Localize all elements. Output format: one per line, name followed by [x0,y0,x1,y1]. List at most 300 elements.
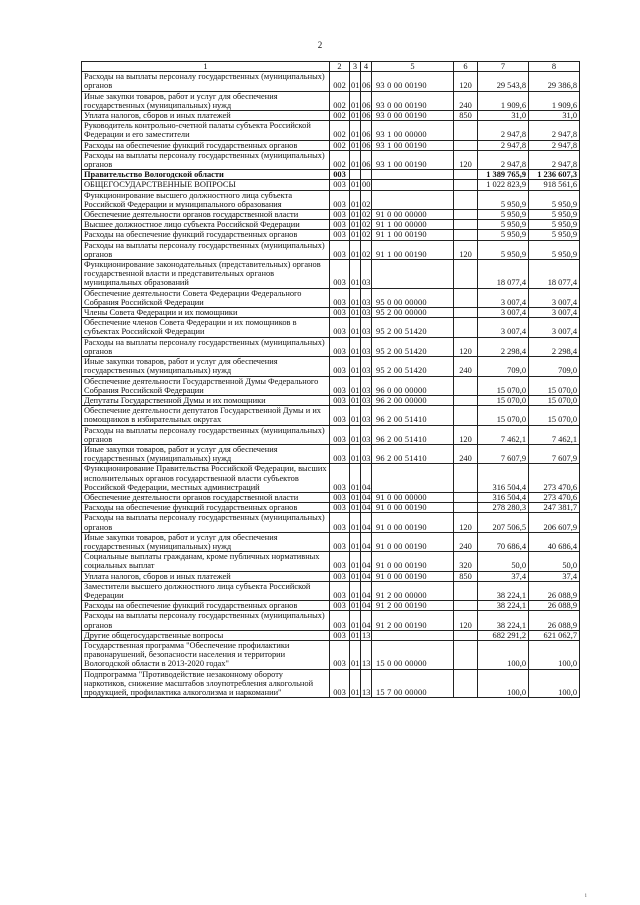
row-amount-year2: 2 947,8 [529,121,580,140]
table-row [82,91,580,110]
row-amount-year2: 206 607,9 [529,513,580,532]
row-amount-year1: 38 224,1 [478,611,529,630]
header-cell: 7 [478,62,529,72]
table-row [82,150,580,169]
row-amount-year2: 31,0 [529,111,580,121]
row-grbs-code: 003 [330,571,350,581]
table-row [82,318,580,337]
row-grbs-code: 002 [330,72,350,91]
row-amount-year2: 26 088,9 [529,601,580,611]
row-subsection-code: 03 [361,425,372,444]
row-expense-type [454,464,478,493]
row-amount-year1: 70 686,4 [478,532,529,551]
row-section-code: 01 [350,121,361,140]
row-amount-year2: 5 950,9 [529,210,580,220]
row-grbs-code: 003 [330,492,350,502]
row-amount-year2: 18 077,4 [529,260,580,289]
row-name: Заместители высшего должностного лица субъекта Российской Федерации [82,581,330,600]
row-section-code: 01 [350,72,361,91]
table-row [82,260,580,289]
row-grbs-code: 003 [330,190,350,209]
row-amount-year1: 682 291,2 [478,630,529,640]
row-amount-year1: 316 504,4 [478,464,529,493]
row-name: Функционирование законодательных (представительных) органов государственной власти и представительных органов муниципальных образований [82,260,330,289]
row-target-article: 91 0 00 00190 [372,552,454,571]
row-section-code: 01 [351,601,360,611]
row-name: Уплата налогов, сборов и иных платежей [82,111,330,121]
row-name: Обеспечение членов Совета Федерации и их помощников в субъектах Российской Федерации [82,318,330,337]
row-expense-type: 240 [454,357,478,376]
table-row [82,288,580,307]
row-amount-year2: 5 950,9 [529,220,580,230]
header-cell: 4 [361,62,372,72]
row-expense-type [454,288,478,307]
row-amount-year1: 207 506,5 [478,513,529,532]
row-subsection-code: 04 [362,503,371,513]
row-section-code: 01 [351,180,360,190]
row-expense-type [454,121,478,140]
row-amount-year1: 5 950,9 [478,210,529,220]
row-grbs-code: 003 [330,318,350,337]
table-row [82,669,580,698]
row-subsection-code: 03 [361,260,372,289]
row-grbs-code: 003 [330,376,350,395]
row-subsection-code: 04 [362,571,371,581]
row-name: Расходы на выплаты персоналу государственных (муниципальных) органов [82,150,330,169]
row-amount-year2: 100,0 [529,640,580,669]
row-grbs-code: 002 [330,111,350,121]
row-name: Обеспечение деятельности депутатов Государственной Думы и их помощников в избирательных округах [82,406,330,425]
row-amount-year2: 15 070,0 [529,395,580,405]
row-amount-year1: 1 022 823,9 [478,180,529,190]
row-subsection-code: 03 [361,444,372,463]
row-expense-type: 240 [454,444,478,463]
row-amount-year2: 2 947,8 [529,140,580,150]
row-amount-year1: 3 007,4 [478,288,529,307]
row-amount-year2: 5 950,9 [529,230,580,240]
row-expense-type [454,601,478,611]
row-section-code: 01 [350,640,361,669]
row-subsection-code: 03 [361,318,372,337]
row-name: Правительство Вологодской области [82,170,330,180]
row-expense-type [454,376,478,395]
row-amount-year1: 5 950,9 [478,240,529,259]
row-section-code: 01 [351,492,360,502]
row-section-code: 01 [350,337,361,356]
row-section-code: 01 [351,630,360,640]
table-row [82,357,580,376]
row-amount-year1: 15 070,0 [478,395,529,405]
row-expense-type: 120 [454,337,478,356]
row-amount-year2: 100,0 [529,669,580,698]
row-name: Расходы на выплаты персоналу государственных (муниципальных) органов [82,337,330,356]
table-row [82,601,580,611]
row-grbs-code: 003 [330,532,350,551]
table-row [82,503,580,513]
table-row [82,121,580,140]
row-amount-year2: 29 386,8 [529,72,580,91]
corner-mark: i [585,893,587,899]
table-row [82,406,580,425]
row-name: Высшее должностное лицо субъекта Российской Федерации [82,220,330,230]
row-amount-year2: 273 470,6 [529,492,580,502]
row-subsection-code: 03 [361,357,372,376]
row-amount-year1: 100,0 [478,669,529,698]
row-expense-type: 120 [454,611,478,630]
table-row [82,464,580,493]
table-row [82,552,580,571]
header-cell: 1 [82,62,330,72]
row-subsection-code: 02 [362,210,371,220]
table-row [82,444,580,463]
row-grbs-code: 003 [330,503,350,513]
row-target-article: 91 1 00 00190 [372,230,454,240]
row-target-article: 93 1 00 00190 [372,150,454,169]
row-grbs-code: 003 [330,288,350,307]
row-subsection-code: 04 [361,581,372,600]
row-name: Государственная программа "Обеспечение профилактики правонарушений, безопасности населения и территории Вологодской области в 2013-2020 годах" [82,640,330,669]
row-amount-year1: 5 950,9 [478,190,529,209]
row-target-article: 15 7 00 00000 [372,669,454,698]
row-amount-year1: 15 070,0 [478,376,529,395]
row-name: Обеспечение деятельности Государственной Думы Федерального Собрания Российской Федерации [82,376,330,395]
row-amount-year2: 50,0 [529,552,580,571]
row-subsection-code [361,170,372,180]
row-grbs-code: 002 [330,121,350,140]
row-subsection-code: 03 [361,376,372,395]
row-target-article: 91 0 00 00190 [372,513,454,532]
row-target-article: 91 2 00 00190 [372,601,454,611]
row-amount-year2: 40 686,4 [529,532,580,551]
row-target-article [372,630,454,640]
table-row [82,337,580,356]
row-amount-year2: 2 947,8 [529,150,580,169]
row-grbs-code: 003 [330,611,350,630]
budget-table [81,61,580,698]
row-expense-type [454,140,478,150]
page-number: 2 [317,40,323,50]
row-amount-year2: 26 088,9 [529,581,580,600]
row-amount-year2: 1 236 607,3 [529,170,580,180]
row-target-article: 95 0 00 00000 [372,288,454,307]
row-grbs-code: 003 [330,357,350,376]
row-section-code: 01 [351,210,360,220]
row-target-article: 93 1 00 00000 [372,121,454,140]
row-target-article: 96 2 00 51410 [372,444,454,463]
row-section-code: 01 [350,357,361,376]
row-amount-year2: 3 007,4 [529,308,580,318]
table-row [82,240,580,259]
row-target-article: 91 1 00 00190 [372,240,454,259]
row-grbs-code: 003 [330,581,350,600]
row-grbs-code: 002 [330,140,350,150]
row-name: Другие общегосударственные вопросы [82,630,330,640]
header-cell: 8 [529,62,580,72]
row-target-article: 93 0 00 00190 [372,91,454,110]
row-expense-type: 850 [454,571,478,581]
row-amount-year2: 7 462,1 [529,425,580,444]
row-name: Обеспечение деятельности Совета Федерации Федерального Собрания Российской Федерации [82,288,330,307]
table-row [82,395,580,405]
table-body [82,72,580,698]
row-target-article: 91 2 00 00000 [372,581,454,600]
row-target-article: 96 0 00 00000 [372,376,454,395]
row-expense-type [454,395,478,405]
row-target-article: 91 1 00 00000 [372,220,454,230]
row-amount-year2: 15 070,0 [529,406,580,425]
row-expense-type [454,308,478,318]
row-subsection-code: 13 [362,630,371,640]
row-section-code: 01 [351,503,360,513]
row-target-article: 93 1 00 00190 [372,140,454,150]
row-amount-year2: 918 561,6 [529,180,580,190]
row-name: Расходы на выплаты персоналу государственных (муниципальных) органов [82,425,330,444]
row-section-code: 01 [350,240,361,259]
header-cell: 6 [454,62,478,72]
row-amount-year1: 29 543,8 [478,72,529,91]
row-amount-year1: 1 909,6 [478,91,529,110]
row-amount-year2: 621 062,7 [529,630,580,640]
row-subsection-code: 02 [361,240,372,259]
row-name: Расходы на обеспечение функций государственных органов [82,140,330,150]
row-subsection-code: 06 [362,140,371,150]
row-target-article: 15 0 00 00000 [372,640,454,669]
row-section-code: 01 [351,230,360,240]
row-expense-type [454,406,478,425]
row-grbs-code: 003 [330,444,350,463]
row-name: Функционирование высшего должностного лица субъекта Российской Федерации и муниципального образования [82,190,330,209]
row-section-code: 01 [350,581,361,600]
table-row [82,571,580,581]
row-subsection-code: 03 [361,337,372,356]
row-amount-year2: 37,4 [529,571,580,581]
row-name: Обеспечение деятельности органов государственной власти [82,210,330,220]
row-expense-type [454,210,478,220]
row-amount-year1: 18 077,4 [478,260,529,289]
row-section-code: 01 [351,395,360,405]
row-subsection-code: 04 [362,492,371,502]
row-amount-year1: 31,0 [478,111,529,121]
row-expense-type: 240 [454,532,478,551]
row-subsection-code: 04 [361,611,372,630]
header-cell: 2 [330,62,350,72]
row-amount-year1: 2 947,8 [478,121,529,140]
row-section-code: 01 [350,669,361,698]
row-name: Расходы на выплаты персоналу государственных (муниципальных) органов [82,72,330,91]
row-grbs-code: 003 [330,464,350,493]
row-section-code: 01 [350,260,361,289]
table-row [82,111,580,121]
row-section-code: 01 [350,611,361,630]
row-section-code: 01 [350,376,361,395]
row-section-code: 01 [350,406,361,425]
row-target-article: 95 2 00 51420 [372,337,454,356]
row-expense-type [454,170,478,180]
row-expense-type: 320 [454,552,478,571]
row-name: Расходы на обеспечение функций государственных органов [82,503,330,513]
row-section-code: 01 [350,464,361,493]
row-subsection-code: 04 [362,601,371,611]
row-amount-year2: 2 298,4 [529,337,580,356]
row-expense-type [454,260,478,289]
row-expense-type: 120 [454,150,478,169]
header-cell: 5 [372,62,454,72]
row-section-code: 01 [351,571,360,581]
row-name: Обеспечение деятельности органов государственной власти [82,492,330,502]
row-name: Руководитель контрольно-счетной палаты субъекта Российской Федерации и его заместители [82,121,330,140]
row-name: Иные закупки товаров, работ и услуг для обеспечения государственных (муниципальных) нужд [82,91,330,110]
row-subsection-code: 02 [362,230,371,240]
row-subsection-code: 06 [361,150,372,169]
row-target-article [372,170,454,180]
row-subsection-code: 02 [361,190,372,209]
row-grbs-code: 002 [330,150,350,169]
row-expense-type [454,220,478,230]
row-amount-year1: 1 389 765,9 [478,170,529,180]
row-target-article: 91 0 00 00190 [372,532,454,551]
row-name: Уплата налогов, сборов и иных платежей [82,571,330,581]
row-subsection-code: 06 [361,91,372,110]
row-subsection-code: 04 [361,552,372,571]
row-amount-year1: 5 950,9 [478,220,529,230]
row-amount-year1: 100,0 [478,640,529,669]
row-amount-year1: 3 007,4 [478,318,529,337]
row-expense-type: 120 [454,72,478,91]
row-amount-year1: 7 462,1 [478,425,529,444]
table-row [82,220,580,230]
row-amount-year1: 2 947,8 [478,150,529,169]
row-section-code: 01 [350,190,361,209]
table-row [82,611,580,630]
header-row [82,62,580,72]
row-grbs-code: 003 [330,425,350,444]
row-section-code: 01 [350,552,361,571]
table-row [82,532,580,551]
row-expense-type [454,669,478,698]
row-grbs-code: 002 [330,91,350,110]
row-grbs-code: 003 [330,308,350,318]
row-grbs-code: 003 [330,180,350,190]
row-name: Функционирование Правительства Российской Федерации, высших исполнительных органов государственной власти субъектов Российской Федерации, местных администраций [82,464,330,493]
row-amount-year1: 3 007,4 [478,308,529,318]
row-target-article [372,190,454,209]
row-amount-year2: 1 909,6 [529,91,580,110]
row-amount-year1: 2 298,4 [478,337,529,356]
row-amount-year1: 15 070,0 [478,406,529,425]
row-subsection-code: 02 [362,220,371,230]
row-name: Расходы на выплаты персоналу государственных (муниципальных) органов [82,513,330,532]
row-grbs-code: 003 [330,240,350,259]
row-expense-type [454,180,478,190]
row-target-article: 91 0 00 00000 [372,492,454,502]
row-subsection-code: 13 [361,669,372,698]
row-target-article: 96 2 00 51410 [372,425,454,444]
row-grbs-code: 003 [330,406,350,425]
table-row [82,376,580,395]
row-name: Иные закупки товаров, работ и услуг для обеспечения государственных (муниципальных) нужд [82,532,330,551]
row-name: ОБЩЕГОСУДАРСТВЕННЫЕ ВОПРОСЫ [82,180,330,190]
row-target-article: 91 0 00 00190 [372,503,454,513]
row-grbs-code: 003 [330,669,350,698]
row-amount-year2: 7 607,9 [529,444,580,463]
row-expense-type [454,492,478,502]
row-name: Депутаты Государственной Думы и их помощники [82,395,330,405]
table-row [82,640,580,669]
row-section-code: 01 [350,532,361,551]
row-amount-year2: 3 007,4 [529,288,580,307]
row-amount-year1: 2 947,8 [478,140,529,150]
row-target-article [372,464,454,493]
row-section-code: 01 [351,111,360,121]
row-target-article: 91 2 00 00190 [372,611,454,630]
table-row [82,308,580,318]
row-amount-year1: 5 950,9 [478,230,529,240]
row-section-code: 01 [350,150,361,169]
row-name: Расходы на обеспечение функций государственных органов [82,230,330,240]
table-row [82,210,580,220]
row-subsection-code: 04 [361,464,372,493]
row-target-article: 93 0 00 00190 [372,72,454,91]
row-name: Расходы на выплаты персоналу государственных (муниципальных) органов [82,240,330,259]
row-target-article: 95 2 00 51420 [372,357,454,376]
row-section-code: 01 [350,513,361,532]
row-subsection-code: 13 [361,640,372,669]
row-grbs-code: 003 [330,601,350,611]
row-amount-year2: 15 070,0 [529,376,580,395]
row-section-code: 01 [350,444,361,463]
row-name: Иные закупки товаров, работ и услуг для обеспечения государственных (муниципальных) нужд [82,357,330,376]
row-section-code: 01 [351,220,360,230]
row-grbs-code: 003 [330,395,350,405]
table-row [82,170,580,180]
row-subsection-code: 04 [361,532,372,551]
row-target-article: 95 2 00 00000 [372,308,454,318]
row-subsection-code: 00 [362,180,371,190]
row-grbs-code: 003 [330,220,350,230]
row-grbs-code: 003 [330,210,350,220]
row-amount-year1: 37,4 [478,571,529,581]
row-subsection-code: 03 [362,308,371,318]
row-expense-type [454,630,478,640]
table-row [82,190,580,209]
row-grbs-code: 003 [330,260,350,289]
row-section-code: 01 [350,318,361,337]
row-section-code: 01 [351,140,360,150]
row-subsection-code: 06 [361,72,372,91]
row-amount-year1: 278 280,3 [478,503,529,513]
row-target-article: 96 2 00 00000 [372,395,454,405]
row-section-code: 01 [350,288,361,307]
row-grbs-code: 003 [330,230,350,240]
row-target-article: 91 0 00 00000 [372,210,454,220]
row-grbs-code: 003 [330,640,350,669]
row-target-article: 95 2 00 51420 [372,318,454,337]
row-grbs-code: 003 [330,513,350,532]
row-target-article: 96 2 00 51410 [372,406,454,425]
table-row [82,230,580,240]
row-expense-type: 120 [454,240,478,259]
row-section-code [350,170,361,180]
row-name: Социальные выплаты гражданам, кроме публичных нормативных социальных выплат [82,552,330,571]
table-row [82,425,580,444]
row-subsection-code: 04 [361,513,372,532]
row-subsection-code: 03 [362,395,371,405]
row-subsection-code: 06 [362,111,371,121]
header-cell: 3 [350,62,361,72]
row-section-code: 01 [350,91,361,110]
row-amount-year2: 247 381,7 [529,503,580,513]
row-amount-year1: 316 504,4 [478,492,529,502]
